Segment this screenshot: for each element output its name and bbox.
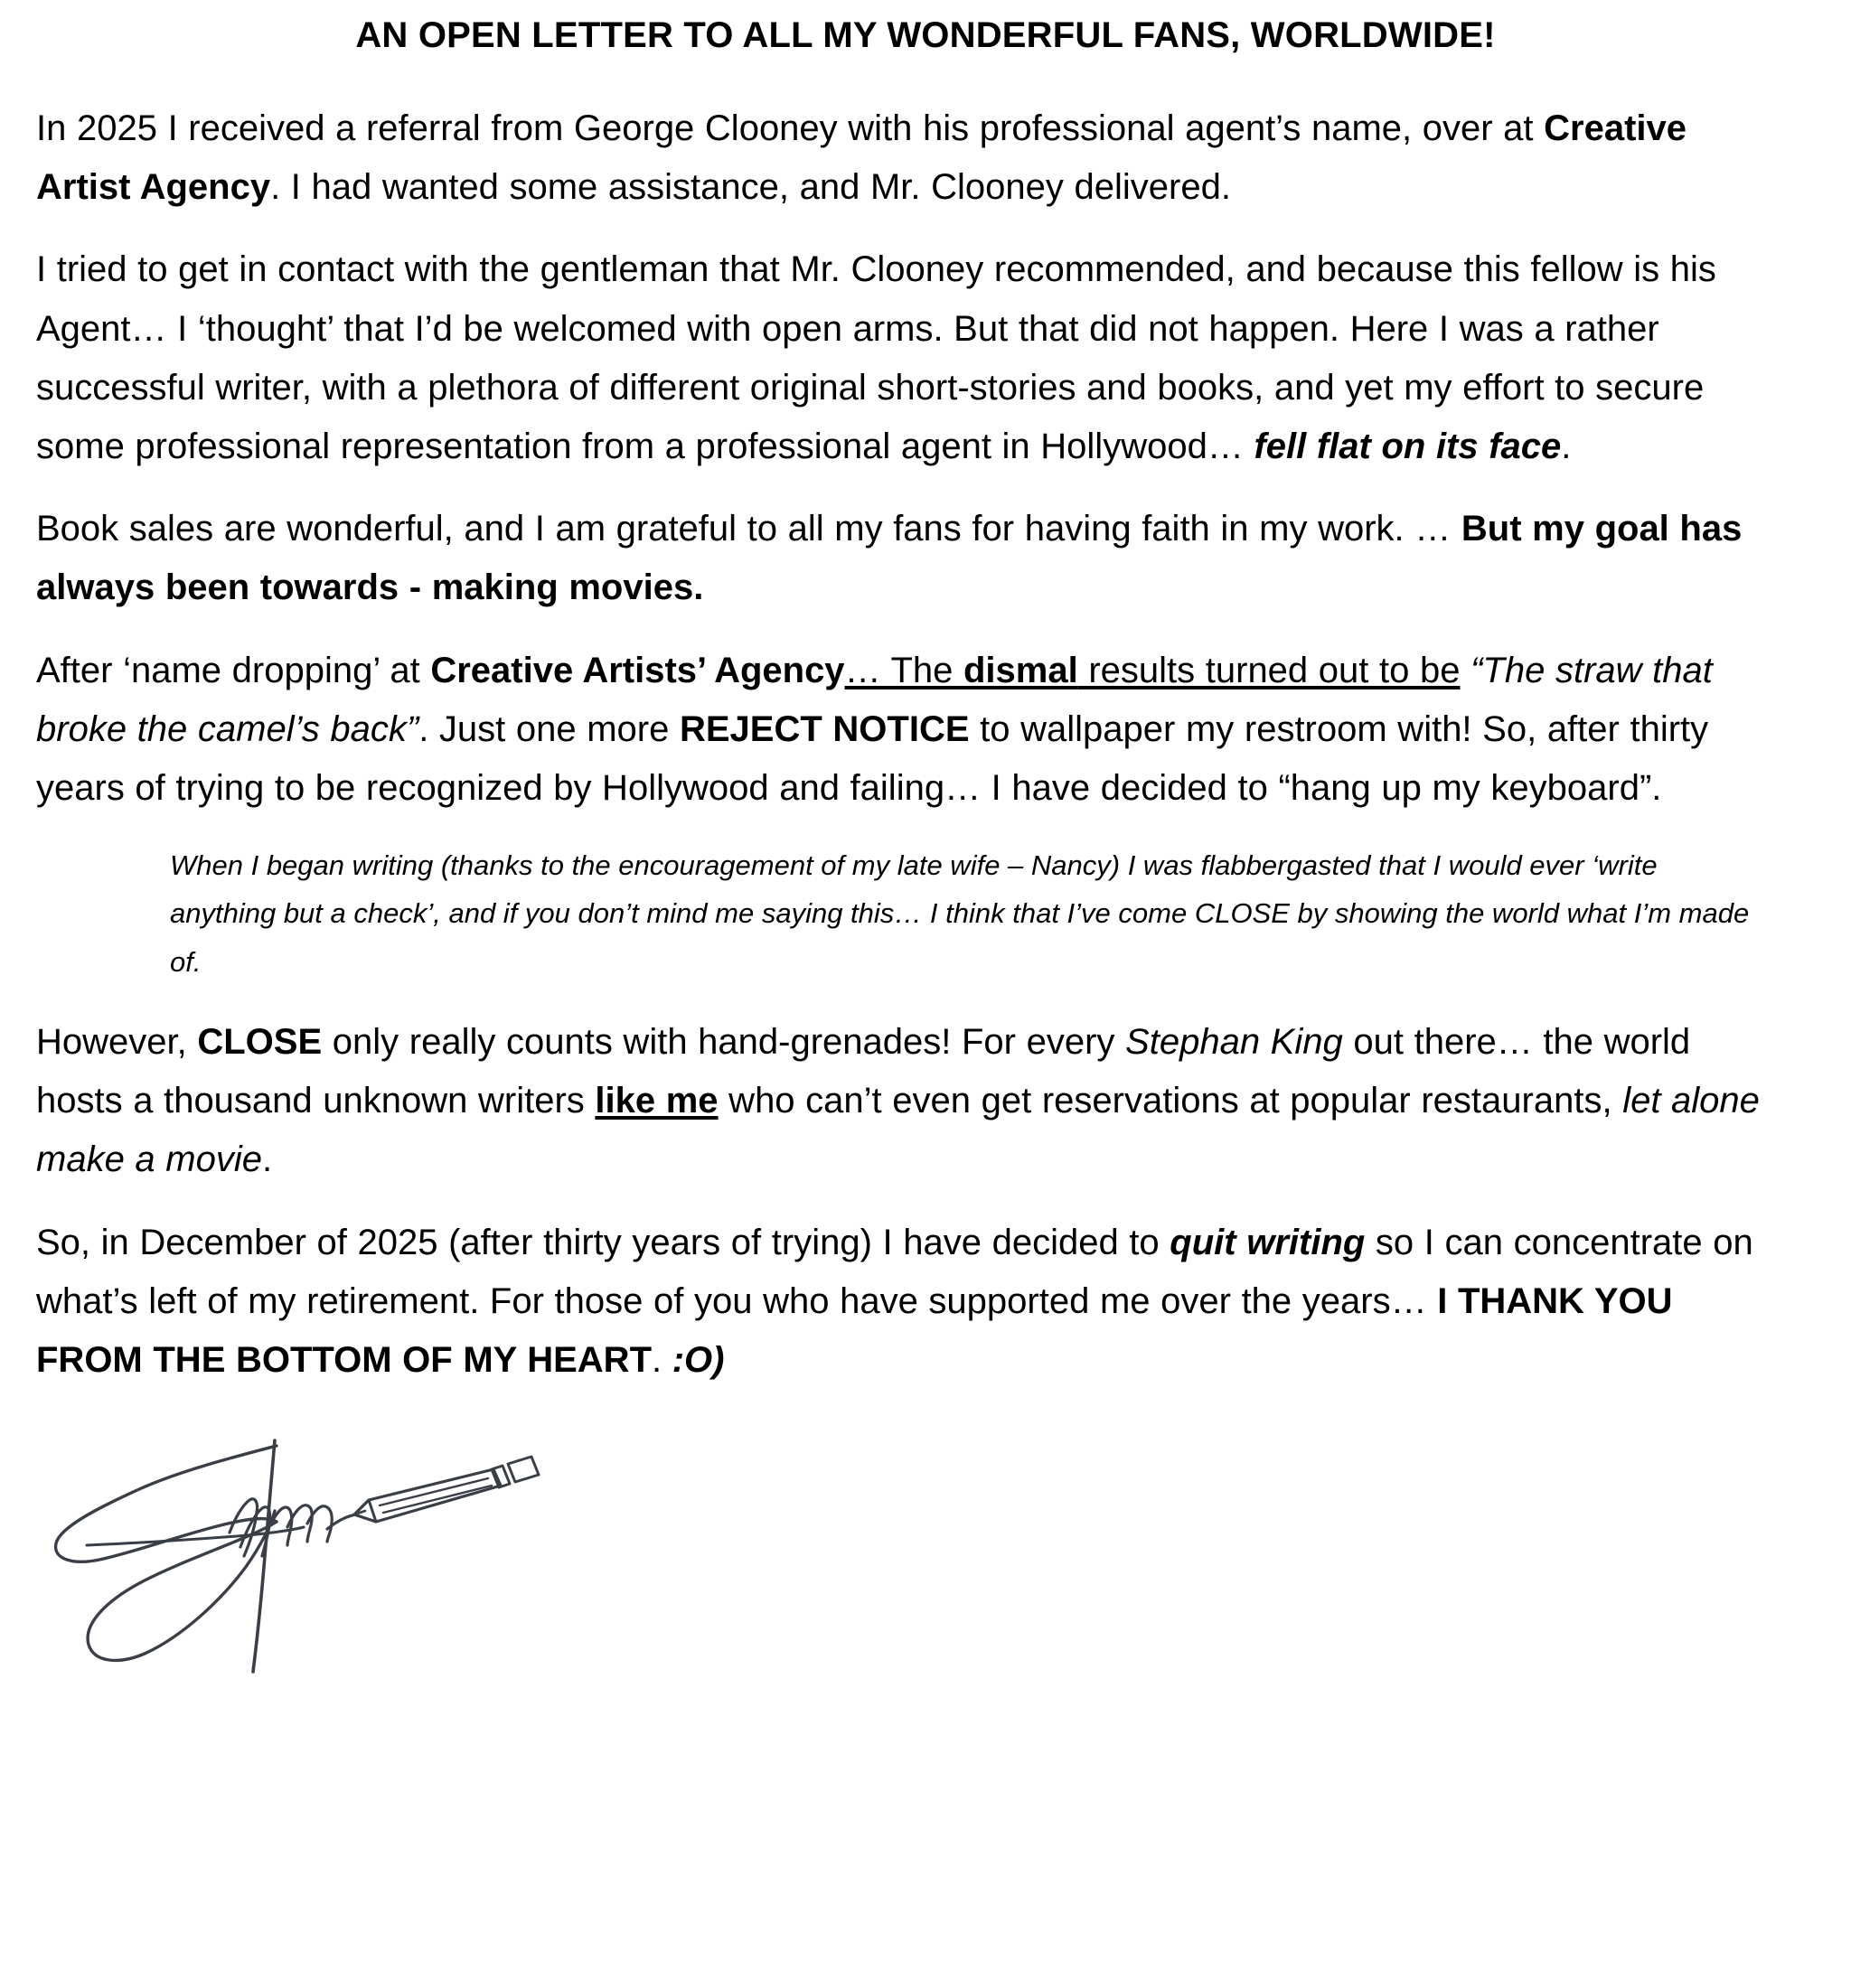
p6-seg3: so I can concentrate on what’s left of my retirement. For those of you who have supported me over the years… (36, 1222, 1753, 1321)
p1-bold-agency: Creative Artist Agency (36, 108, 1687, 208)
p3-seg1: Book sales are wonderful, and I am grateful to all my fans for having faith in my work. … (36, 509, 1461, 549)
p4-seg8: . Just one more (418, 708, 680, 749)
signature-image (43, 1417, 604, 1688)
p5-italic-stephan-king: Stephan King (1125, 1022, 1343, 1062)
p1-seg1: In 2025 I received a referral from George Clooney with his professional agent’s name, over at (36, 108, 1545, 148)
signature-block (0, 1417, 1851, 1688)
p5-seg1: However, (36, 1022, 198, 1062)
p5-seg3: only really counts with hand-grenades! For every (322, 1022, 1126, 1062)
blockquote: When I began writing (thanks to the encouragement of my late wife – Nancy) I was flabbergasted that I would ever ‘write anything but a check’, and if you don’t mind me saying this… I think that I’ve come CLOSE by showing the world what I’m made of. (170, 849, 1750, 978)
paragraph-1 (36, 99, 1771, 217)
page-title-text: AN OPEN LETTER TO ALL MY WONDERFUL FANS, WORLDWIDE! (355, 15, 1496, 55)
p5-seg5: out there… the world hosts a thousand unknown writers (36, 1022, 1691, 1121)
p2-bold-italic-phrase: fell flat on its face (1254, 426, 1562, 466)
p2-seg3: . (1561, 426, 1572, 466)
p6-bold-thank-you: I THANK YOU FROM THE BOTTOM OF MY HEART (36, 1280, 1673, 1380)
p1-seg3: . I had wanted some assistance, and Mr. Clooney delivered. (270, 167, 1231, 208)
p4-seg10: to wallpaper my restroom with! So, after thirty years of trying to be recognized by Hollywood and failing… I have decided to “hang up my keyboard”. (36, 708, 1709, 808)
p4-bold-caa: Creative Artists’ Agency (430, 650, 845, 690)
p6-bold-italic-quit-writing: quit writing (1170, 1222, 1366, 1262)
p5-seg9: . (261, 1139, 273, 1180)
emoticon-smiley: :O) (672, 1339, 725, 1380)
p4-bold-underline-dismal: dismal (963, 650, 1078, 690)
letter-body (0, 99, 1851, 1390)
p2-seg1: I tried to get in contact with the gentleman that Mr. Clooney recommended, and because this fellow is his Agent… I ‘thought’ that I’d be welcomed with open arms. But that did not happen. Here I was a rather successful writer, with a plethora of different original short-stories and books, and yet my effort to secure some professional representation from a professional agent in Hollywood… (36, 249, 1716, 466)
paragraph-5 (36, 1013, 1771, 1190)
p4-underline-1: … The (844, 650, 963, 690)
p5-italic-let-alone: let alone make a movie (36, 1081, 1760, 1180)
p4-underline-2: results turned out to be (1077, 650, 1461, 690)
paragraph-4 (36, 642, 1771, 819)
p4-bold-reject-notice: REJECT NOTICE (679, 708, 970, 749)
p4-italic-quote: “The straw that broke the camel’s back” (36, 650, 1713, 749)
p5-bold-underline-like-me: like me (595, 1081, 719, 1121)
paragraph-2 (36, 240, 1771, 476)
p5-bold-close: CLOSE (197, 1022, 323, 1062)
p6-seg1: So, in December of 2025 (after thirty years of trying) I have decided to (36, 1222, 1170, 1262)
p5-seg7: who can’t even get reservations at popular restaurants, (718, 1081, 1623, 1121)
paragraph-3 (36, 500, 1771, 617)
letter-page (0, 13, 1851, 1988)
p6-seg5: . (652, 1339, 672, 1380)
page-title (0, 13, 1851, 58)
p4-space (1460, 651, 1470, 690)
p3-bold-goal: But my goal has always been towards - making movies. (36, 509, 1743, 608)
paragraph-6 (36, 1214, 1771, 1391)
p4-seg1: After ‘name dropping’ at (36, 650, 431, 690)
